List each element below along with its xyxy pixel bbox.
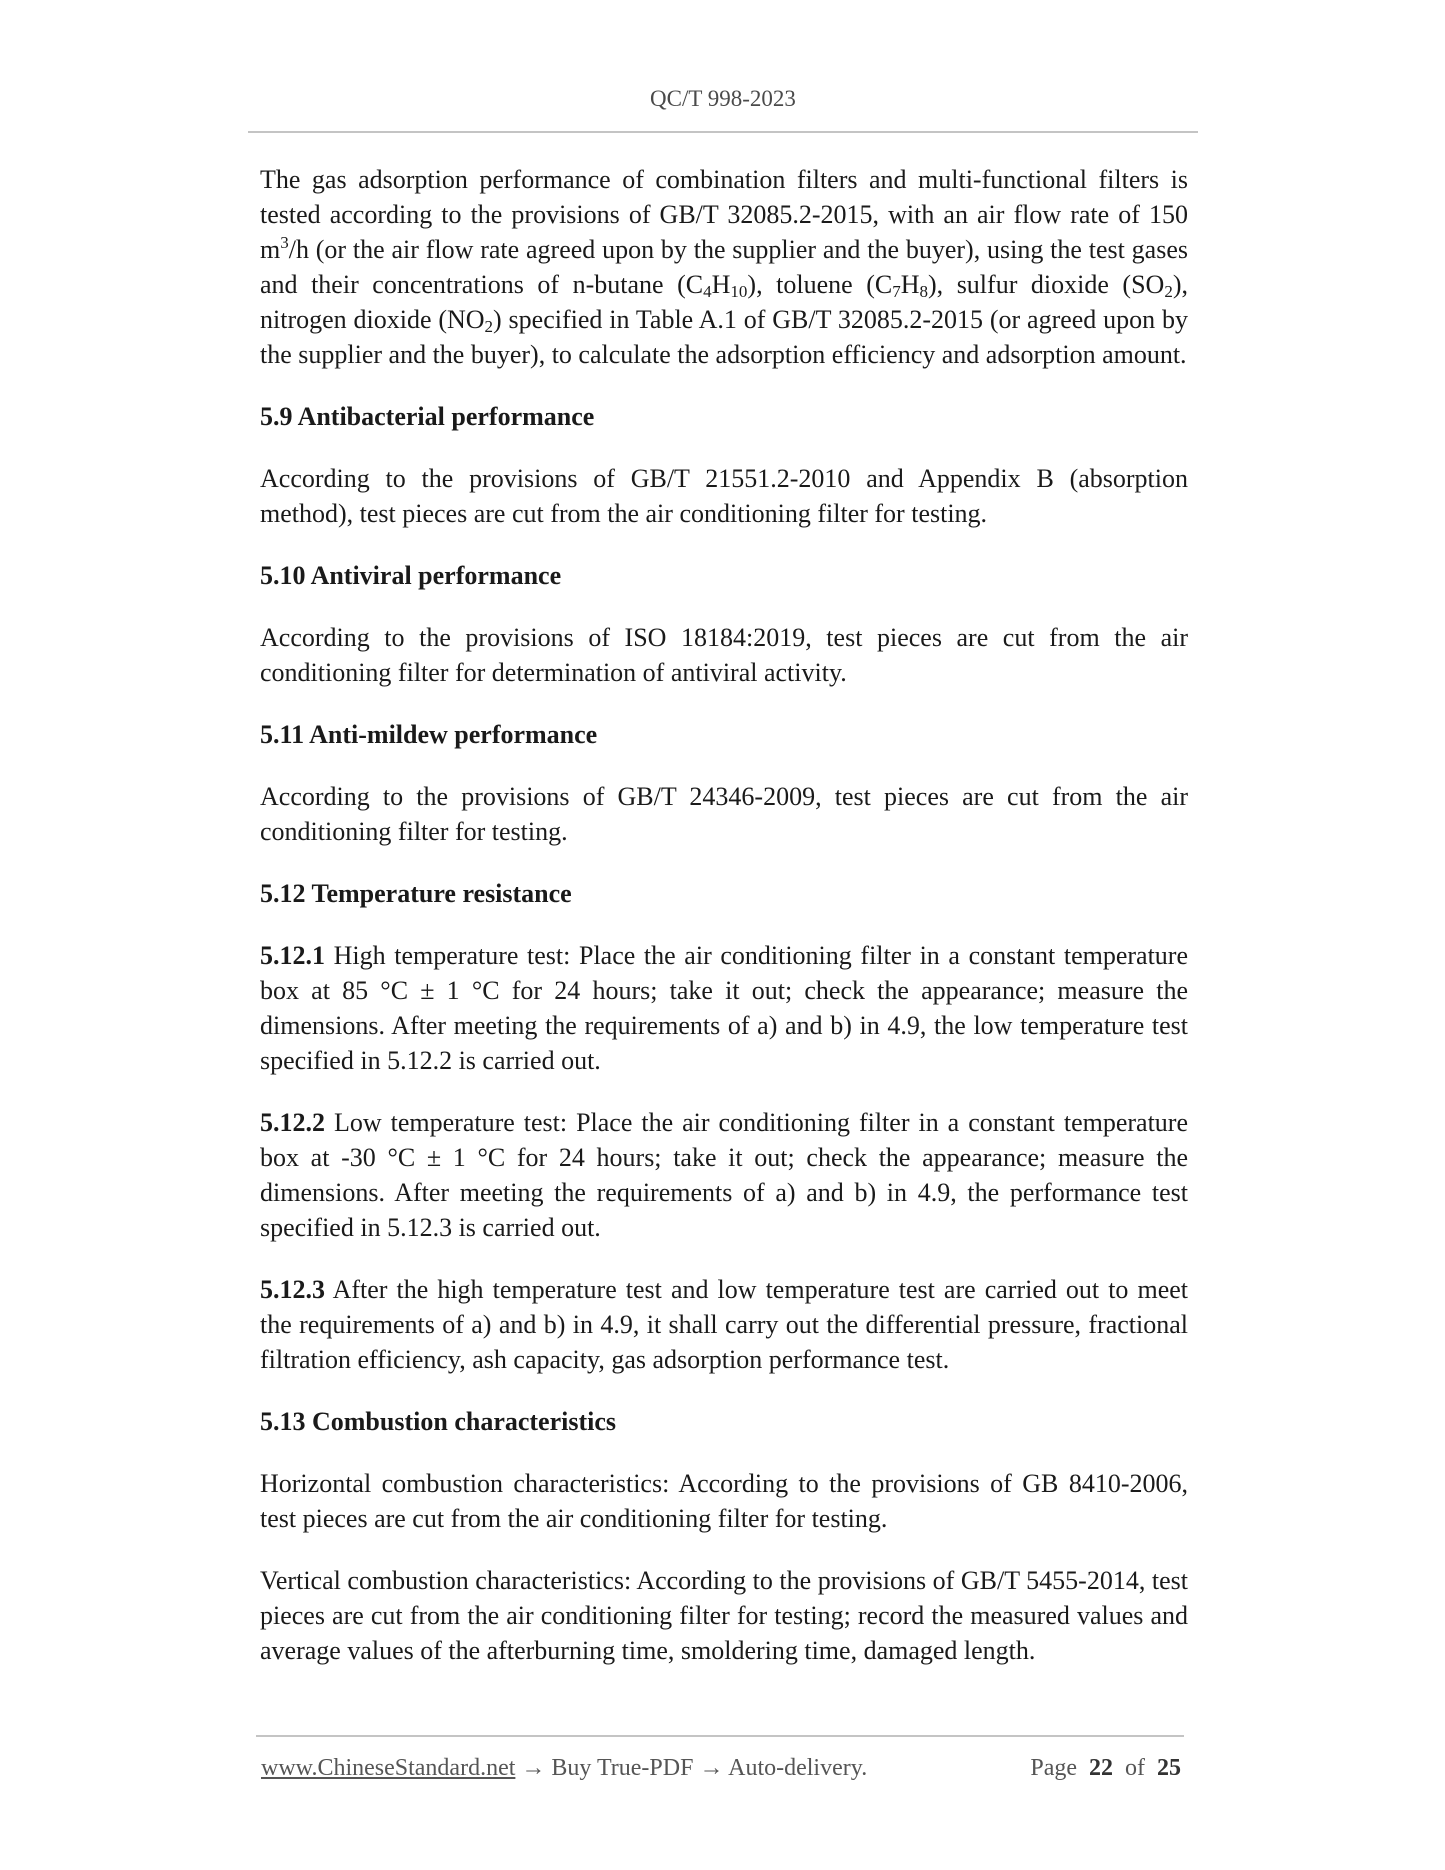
clause-text: After the high temperature test and low temperature test are carried out to meet the requirements of a) and b) in 4.9, it shall carry out the differential pressure, fractional filtration efficiency, ash capacity, gas adsorption performance test. (260, 1275, 1188, 1374)
clause-text: High temperature test: Place the air conditioning filter in a constant temperature box at 85 °C ± 1 °C for 24 hours; take it out; check the appearance; measure the dimensions. After meeting the requirements of a) and b) in 4.9, the low temperature test specified in 5.12.2 is carried out. (260, 941, 1188, 1075)
intro-text-3: ), toluene (C (747, 270, 893, 299)
section-heading-5-9: 5.9 Antibacterial performance (260, 402, 595, 431)
intro-text-1: The gas adsorption performance of combination filters and multi-functional filters is tested according to the provisions of GB/T 32085.2-2015, with an air flow rate of 150 m (260, 165, 1188, 264)
section-text-5-13-vertical: Vertical combustion characteristics: According to the provisions of GB/T 5455-2014, test pieces are cut from the air conditioning filter for testing; record the measured values and average values of the afterburning time, smoldering time, damaged length. (260, 1566, 1188, 1665)
section-heading-5-10: 5.10 Antiviral performance (260, 561, 562, 590)
superscript-3: 3 (280, 233, 289, 252)
section-text-5-9: According to the provisions of GB/T 21551.2-2010 and Appendix B (absorption method), test pieces are cut from the air conditioning filter for testing. (260, 464, 1188, 528)
clause-number: 5.12.2 (260, 1108, 325, 1137)
intro-text-2: /h (or the air flow rate agreed upon by the supplier and the buyer), using the test gases and their concentrations of n-butane (C (260, 235, 1188, 299)
clause-text: Low temperature test: Place the air conditioning filter in a constant temperature box at -30 °C ± 1 °C for 24 hours; take it out; check the appearance; measure the dimensions. After meeting the requirements of a) and b) in 4.9, the performance test specified in 5.12.3 is carried out. (260, 1108, 1188, 1242)
intro-text-5: ), nitrogen dioxide (NO (260, 270, 1188, 334)
document-body (260, 162, 1188, 1695)
header-divider (248, 131, 1198, 133)
formula-h1: H (711, 270, 731, 299)
subscript-2-so2: 2 (1164, 282, 1173, 301)
current-page-number: 22 (1089, 1755, 1113, 1781)
intro-text-6: ) specified in Table A.1 of GB/T 32085.2-2015 (or agreed upon by the supplier and the buyer), to calculate the adsorption efficiency and adsorption amount. (260, 305, 1189, 369)
page-indicator (1030, 1755, 1181, 1782)
subscript-10: 10 (730, 282, 748, 301)
section-heading-5-13: 5.13 Combustion characteristics (260, 1407, 617, 1436)
website-link[interactable]: www.ChineseStandard.net (261, 1755, 516, 1781)
section-text-5-13-horizontal: Horizontal combustion characteristics: According to the provisions of GB 8410-2006, test pieces are cut from the air conditioning filter for testing. (260, 1469, 1188, 1533)
intro-paragraph (260, 162, 1188, 372)
clause-number: 5.12.3 (260, 1275, 325, 1304)
subscript-8: 8 (919, 282, 928, 301)
subscript-2-no2: 2 (484, 317, 494, 336)
intro-text-4: ), sulfur dioxide (SO (927, 270, 1165, 299)
formula-h2: H (900, 270, 920, 299)
subscript-4: 4 (703, 282, 712, 301)
total-page-count: 25 (1157, 1755, 1181, 1781)
page-label: Page (1030, 1755, 1077, 1781)
subscript-7: 7 (892, 282, 901, 301)
section-heading-5-11: 5.11 Anti-mildew performance (260, 720, 598, 749)
section-text-5-10: According to the provisions of ISO 18184:2019, test pieces are cut from the air conditioning filter for determination of antiviral activity. (260, 623, 1188, 687)
footer-divider (256, 1735, 1184, 1737)
of-label: of (1125, 1755, 1145, 1781)
clause-5-12-3 (260, 1272, 1188, 1377)
section-heading-5-12: 5.12 Temperature resistance (260, 879, 572, 908)
clause-5-12-2 (260, 1105, 1188, 1245)
footer-promo-text: → Buy True-PDF → Auto-delivery. (515, 1755, 868, 1781)
section-text-5-11: According to the provisions of GB/T 24346-2009, test pieces are cut from the air conditioning filter for testing. (260, 782, 1188, 846)
clause-5-12-1 (260, 938, 1188, 1078)
clause-number: 5.12.1 (260, 941, 325, 970)
footer-promo (261, 1755, 867, 1782)
page-header-title: QC/T 998-2023 (650, 86, 796, 111)
